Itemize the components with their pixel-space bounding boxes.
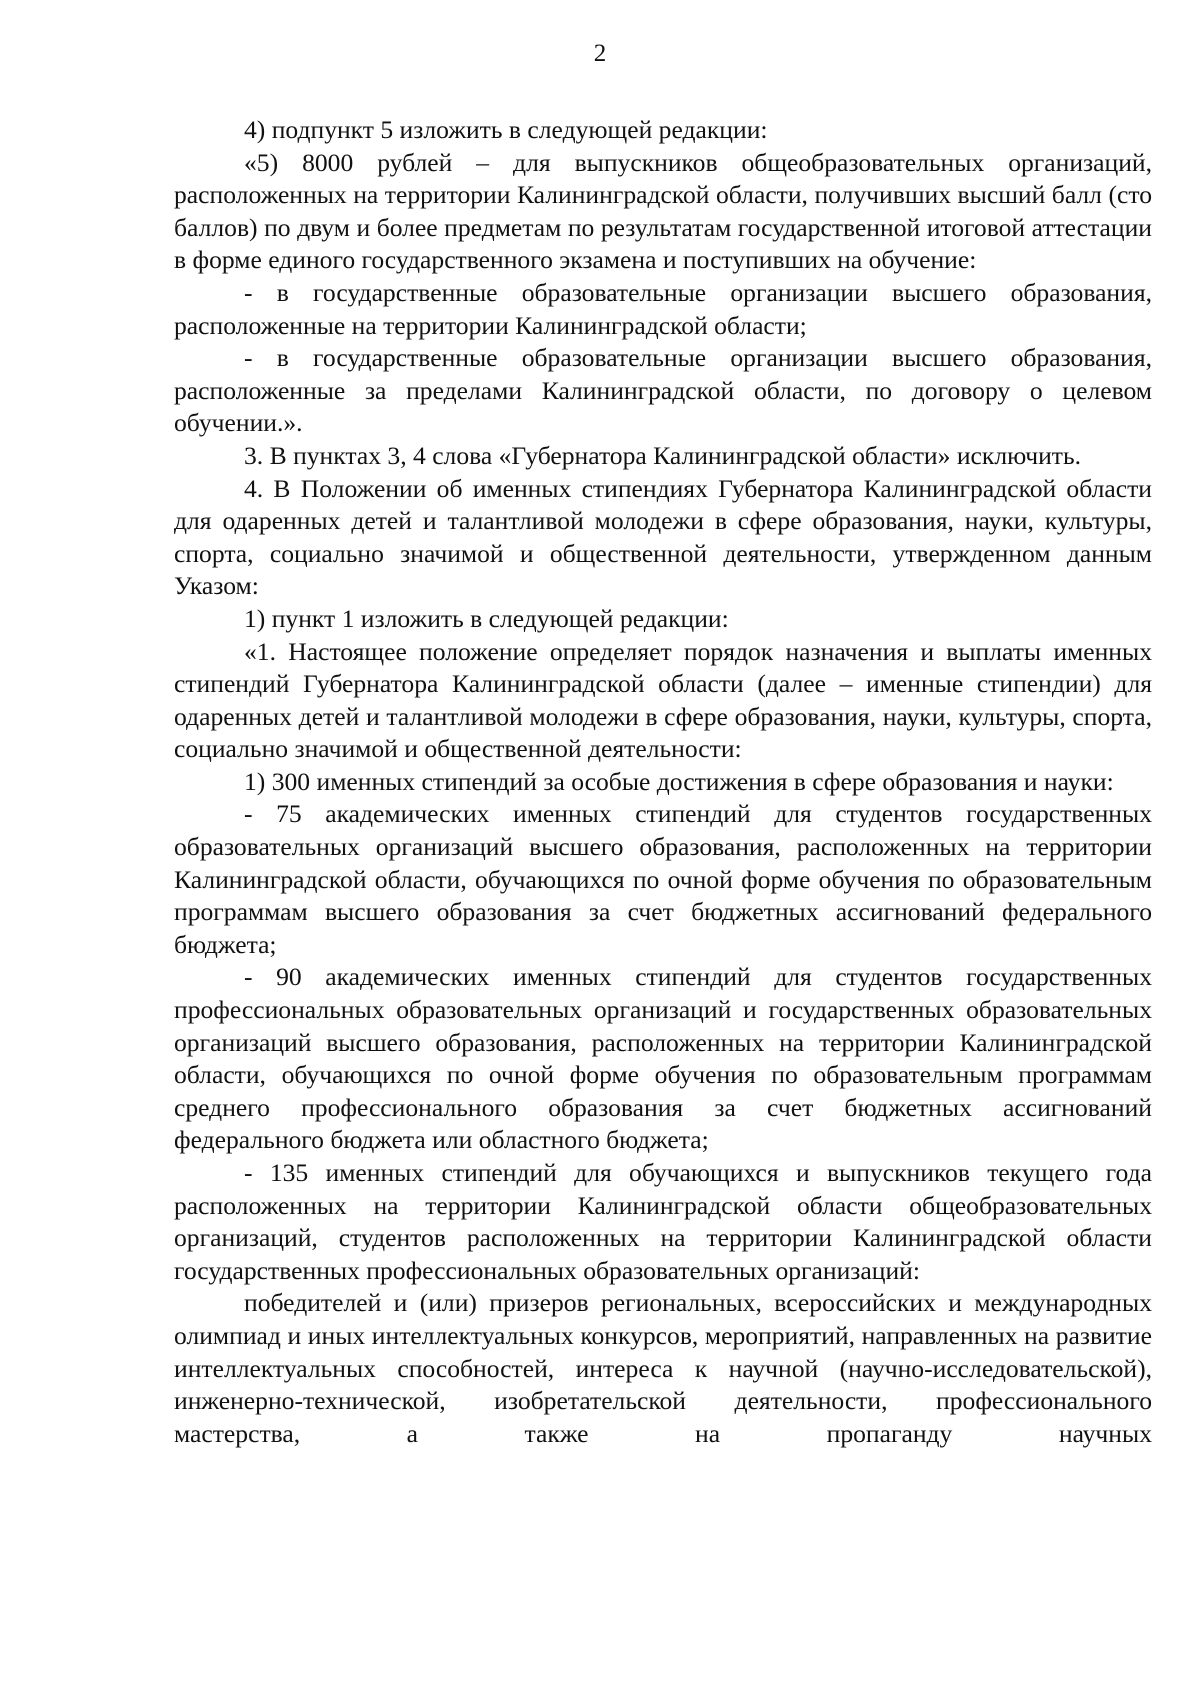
paragraph: - в государственные образовательные организации высшего образования, расположенные на территории Калининградской области; [174, 277, 1152, 340]
document-body [174, 114, 1152, 1450]
paragraph: победителей и (или) призеров региональных, всероссийских и международных олимпиад и иных интеллектуальных конкурсов, мероприятий, направленных на развитие интеллектуальных способностей, интереса к научной (научно-исследовательской), инженерно-технической, изобретательской деятельности, профессионального мастерства, а также на пропаганду научных [174, 1288, 1152, 1448]
paragraph: 1) пункт 1 изложить в следующей редакции: [244, 603, 729, 633]
paragraph: - 135 именных стипендий для обучающихся и выпускников текущего года расположенных на территории Калининградской области общеобразовательных организаций, студентов расположенных на территории Калининградской области государственных профессиональных образовательных организаций: [174, 1158, 1152, 1285]
paragraph: 1) 300 именных стипендий за особые достижения в сфере образования и науки: [244, 766, 1114, 796]
paragraph: - в государственные образовательные организации высшего образования, расположенные за пределами Калининградской области, по договору о целевом обучении.». [174, 343, 1152, 438]
paragraph: «1. Настоящее положение определяет порядок назначения и выплаты именных стипендий Губернатора Калининградской области (далее – именные стипендии) для одаренных детей и талантливой молодежи в сфере образования, науки, культуры, спорта, социально значимой и общественной деятельности: [174, 636, 1152, 764]
paragraph: «5) 8000 рублей – для выпускников общеобразовательных организаций, расположенных на территории Калининградской области, получивших высший балл (сто баллов) по двум и более предметам по результатам государственной итоговой аттестации в форме единого государственного экзамена и поступивших на обучение: [174, 147, 1152, 275]
page-number: 2 [593, 40, 607, 67]
paragraph: - 75 академических именных стипендий для студентов государственных образовательных организаций высшего образования, расположенных на территории Калининградской области, обучающихся по очной форме обучения по образовательным программам высшего образования за счет бюджетных ассигнований федерального бюджета; [174, 799, 1152, 959]
paragraph: - 90 академических именных стипендий для студентов государственных профессиональных образовательных организаций и государственных образовательных организаций высшего образования, расположенных на территории Калининградской области, обучающихся по очной форме обучения по образовательным программам среднего профессионального образования за счет бюджетных ассигнований федерального бюджета или областного бюджета; [174, 962, 1152, 1155]
paragraph: 4. В Положении об именных стипендиях Губернатора Калининградской области для одаренных детей и талантливой молодежи в сфере образования, науки, культуры, спорта, социально значимой и общественной деятельности, утвержденном данным Указом: [174, 473, 1152, 601]
paragraph: 3. В пунктах 3, 4 слова «Губернатора Калининградской области» исключить. [244, 440, 1082, 470]
paragraph: 4) подпункт 5 изложить в следующей редакции: [244, 115, 768, 144]
